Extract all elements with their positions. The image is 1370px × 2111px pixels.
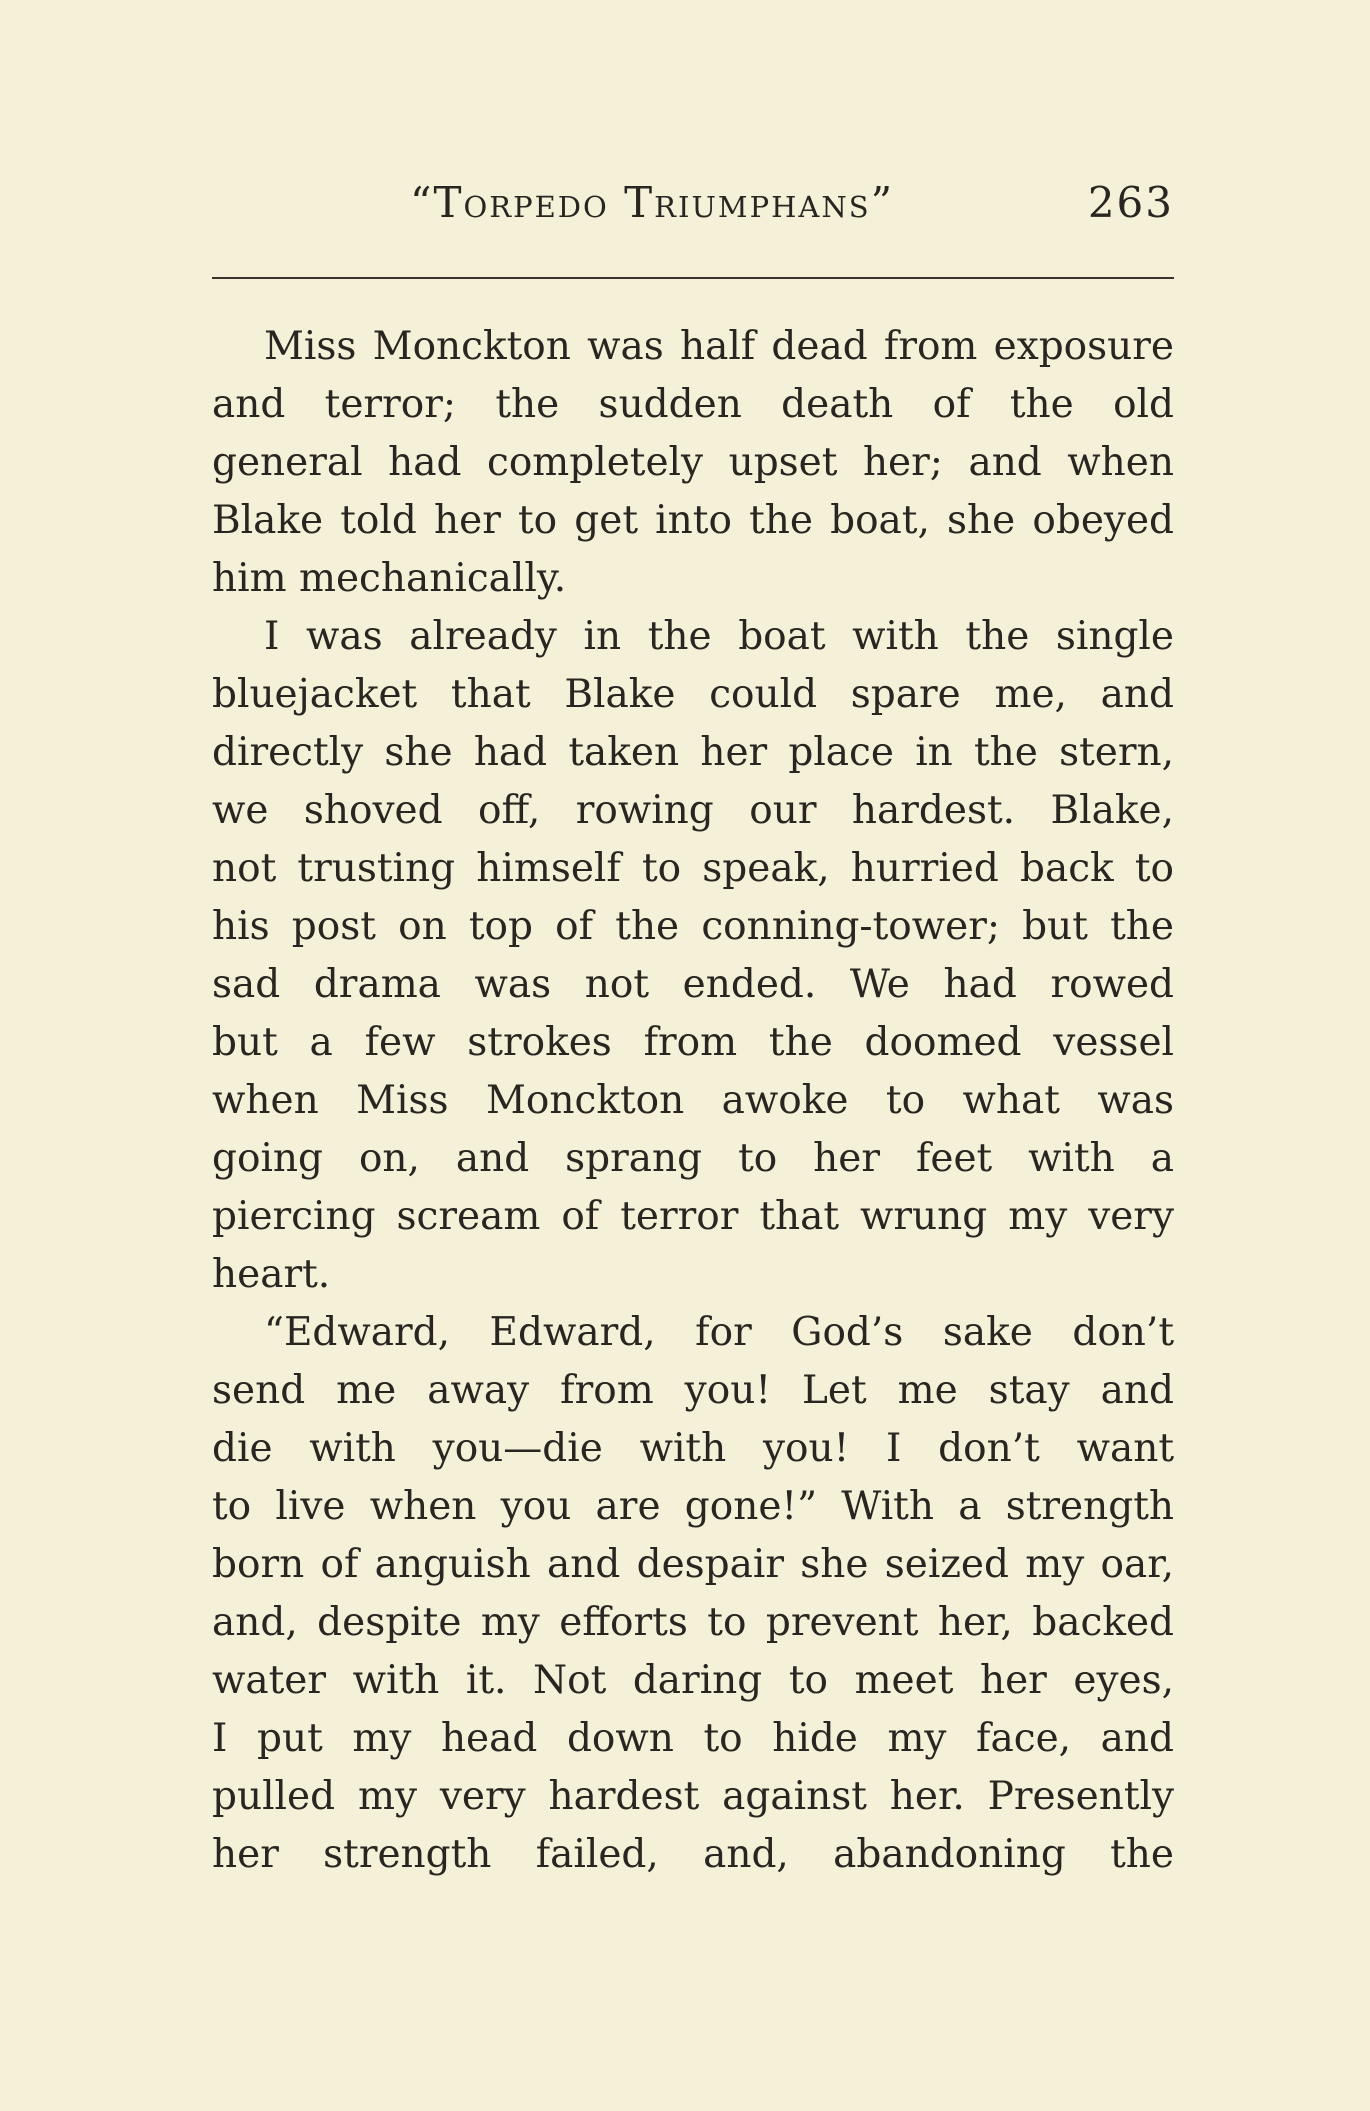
body-text	[212, 318, 1174, 1884]
text-line: and, despite my efforts to prevent her, backed	[212, 1600, 1174, 1645]
text-line: send me away from you! Let me stay and	[212, 1368, 1174, 1413]
text-line: born of anguish and despair she seized my oar,	[212, 1542, 1174, 1587]
text-line: and terror; the sudden death of the old	[212, 382, 1174, 427]
text-line: I put my head down to hide my face, and	[212, 1716, 1174, 1761]
text-line: going on, and sprang to her feet with a	[212, 1136, 1174, 1181]
page-number: 263	[1087, 178, 1174, 227]
text-line: when Miss Monckton awoke to what was	[212, 1078, 1174, 1123]
text-line: Blake told her to get into the boat, she obeyed	[212, 498, 1174, 543]
text-line: not trusting himself to speak, hurried back to	[212, 846, 1174, 891]
text-line: but a few strokes from the doomed vessel	[212, 1020, 1174, 1065]
text-line: his post on top of the conning-tower; but the	[212, 904, 1174, 949]
text-line: Miss Monckton was half dead from exposure	[264, 324, 1174, 369]
running-title: “Torpedo Triumphans”	[410, 178, 895, 227]
text-line: directly she had taken her place in the stern,	[212, 730, 1174, 775]
text-line: I was already in the boat with the single	[264, 614, 1174, 659]
header-rule	[212, 277, 1174, 279]
text-line: bluejacket that Blake could spare me, and	[212, 672, 1174, 717]
text-line: piercing scream of terror that wrung my very	[212, 1194, 1174, 1239]
text-line: him mechanically.	[212, 556, 567, 601]
text-line: to live when you are gone!” With a strength	[212, 1484, 1174, 1529]
text-line: water with it. Not daring to meet her eyes,	[212, 1658, 1174, 1703]
text-line: general had completely upset her; and when	[212, 440, 1174, 485]
text-line: “Edward, Edward, for God’s sake don’t	[264, 1310, 1174, 1355]
page-header	[212, 174, 1174, 234]
text-line: heart.	[212, 1252, 331, 1297]
text-line: sad drama was not ended. We had rowed	[212, 962, 1174, 1007]
text-line: pulled my very hardest against her. Presently	[212, 1774, 1174, 1819]
text-line: we shoved off, rowing our hardest. Blake,	[212, 788, 1174, 833]
text-line: die with you—die with you! I don’t want	[212, 1426, 1174, 1471]
text-line: her strength failed, and, abandoning the	[212, 1832, 1174, 1877]
